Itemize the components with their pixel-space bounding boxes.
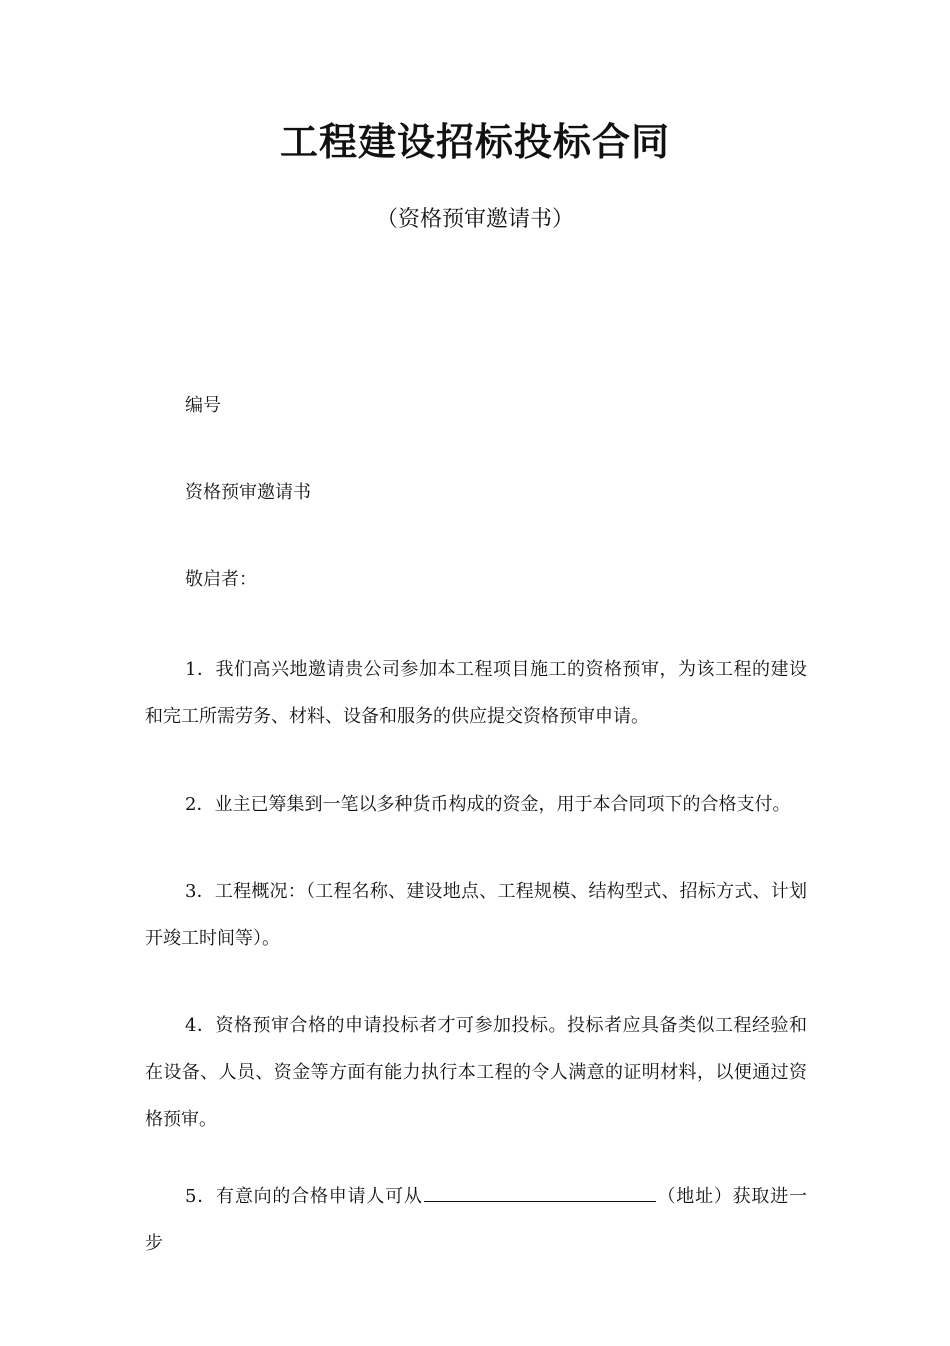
clause-5-after: （地址）获取进一步 (145, 1186, 808, 1254)
address-blank-line (424, 1183, 656, 1202)
number-label: 编号 (185, 395, 221, 416)
clause-1: 1．我们高兴地邀请贵公司参加本工程项目施工的资格预审，为该工程的建设和完工所需劳务、材料、设备和服务的供应提交资格预审申请。 (145, 659, 807, 727)
greeting: 敬启者： (185, 569, 257, 590)
document-title: 工程建设招标投标合同 (279, 120, 670, 164)
clause-5 (145, 1173, 807, 1267)
clause-4: 4．资格预审合格的申请投标者才可参加投标。投标者应具备类似工程经验和在设备、人员、资金等方面有能力执行本工程的令人满意的证明材料，以便通过资格预审。 (145, 1015, 807, 1130)
document-subtitle: （资格预审邀请书） (375, 207, 574, 232)
clause-2: 2．业主已筹集到一笔以多种货币构成的资金，用于本合同项下的合格支付。 (185, 794, 791, 815)
clause-5-before: 5．有意向的合格申请人可从 (185, 1186, 423, 1207)
clause-3: 3．工程概况：（工程名称、建设地点、工程规模、结构型式、招标方式、计划开竣工时间等）。 (145, 881, 807, 949)
section-heading: 资格预审邀请书 (185, 482, 311, 503)
